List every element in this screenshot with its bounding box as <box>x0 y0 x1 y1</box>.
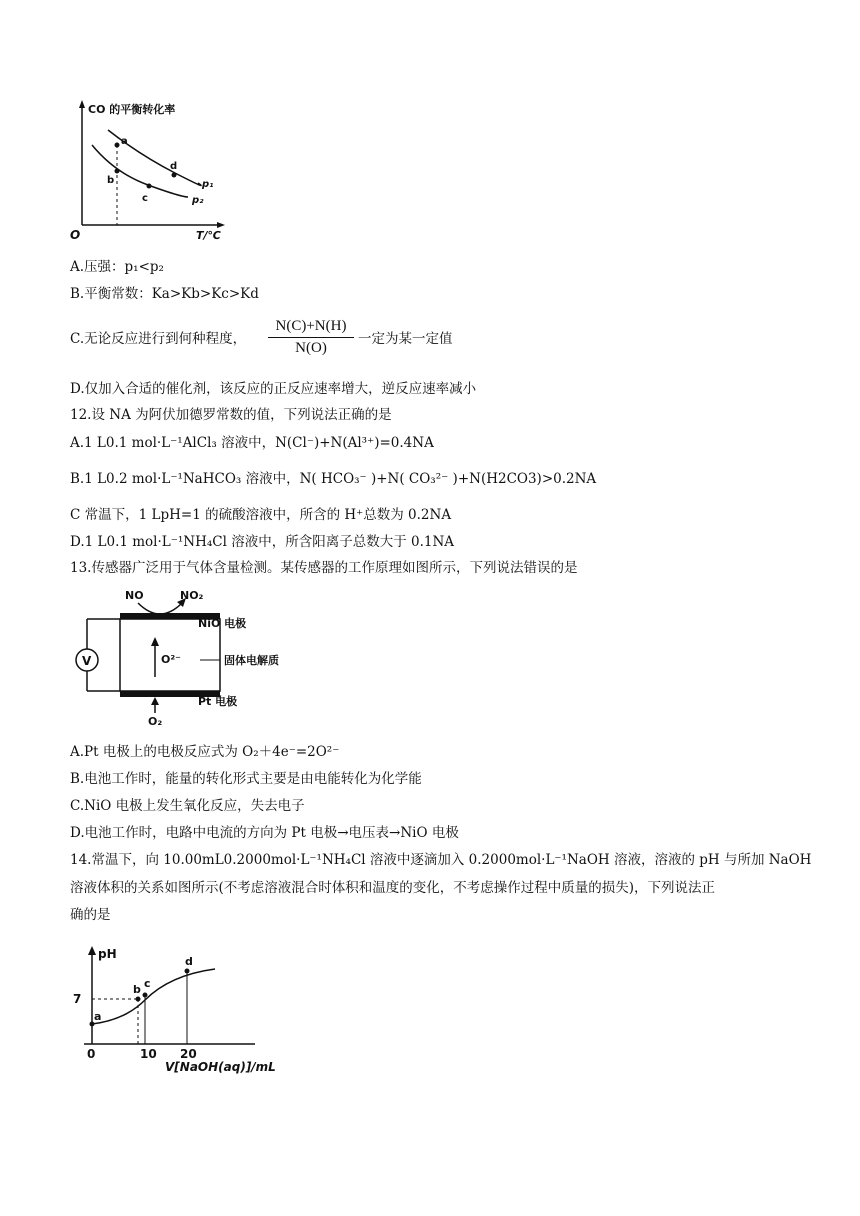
q11-option-c-suffix: 一定为某一定值 <box>358 331 453 347</box>
q11-option-c-prefix: C.无论反应进行到何种程度， <box>70 331 247 347</box>
q11-option-b: B.平衡常数：Ka>Kb>Kc>Kd <box>70 286 259 302</box>
q12-option-d: D.1 L0.1 mol·L⁻¹NH₄Cl 溶液中，所含阳离子总数大于 0.1NA <box>70 534 455 550</box>
fig3-point-d: d <box>185 955 193 968</box>
fig3-ylabel: pH <box>98 947 117 961</box>
fig3-xlabel: V[NaOH(aq)]/mL <box>165 1060 276 1074</box>
q12-option-b: B.1 L0.2 mol·L⁻¹NaHCO₃ 溶液中，N( HCO₃⁻ )+N( CO₃²⁻ )+N(H2CO3)>0.2NA <box>70 471 597 487</box>
point-a: a <box>121 136 128 147</box>
fig1-xlabel: T/℃ <box>196 229 221 242</box>
o2-label: O₂ <box>148 715 163 728</box>
ph-curve-figure <box>70 940 285 1075</box>
fig3-point-b: b <box>133 983 141 996</box>
no-label: NO <box>125 589 144 602</box>
fig1-ylabel: CO 的平衡转化率 <box>88 103 176 116</box>
ion-label: O²⁻ <box>161 653 181 666</box>
q12-option-c: C 常温下，1 LpH=1 的硫酸溶液中，所含的 H⁺总数为 0.2NA <box>70 507 452 523</box>
fraction-numerator: N(C)+N(H) <box>275 318 347 334</box>
curve-p2: p₂ <box>192 195 204 206</box>
fig3-x20: 20 <box>180 1047 197 1061</box>
fig3-y7: 7 <box>73 992 82 1006</box>
sensor-figure <box>70 585 310 730</box>
no2-label: NO₂ <box>180 589 204 602</box>
point-d: d <box>170 161 178 172</box>
co-conversion-figure <box>70 95 230 245</box>
q14-stem-line1: 14.常温下，向 10.00mL0.2000mol·L⁻¹NH₄Cl 溶液中逐滴加入 0.2000mol·L⁻¹NaOH 溶液，溶液的 pH 与所加 NaOH <box>70 852 812 868</box>
point-b: b <box>107 175 115 186</box>
fig3-x10: 10 <box>140 1047 157 1061</box>
q13-option-d: D.电池工作时，电路中电流的方向为 Pt 电极→电压表→NiO 电极 <box>70 825 459 841</box>
q13-option-c: C.NiO 电极上发生氧化反应，失去电子 <box>70 798 305 814</box>
q13-option-a: A.Pt 电极上的电极反应式为 O₂＋4e⁻=2O²⁻ <box>70 744 340 760</box>
ph-curve <box>92 969 215 1024</box>
fig3-point-a: a <box>94 1010 102 1023</box>
q11-option-a: A.压强：p₁<p₂ <box>70 259 164 275</box>
fig3-x0: 0 <box>87 1047 96 1061</box>
q14-stem-line3: 确的是 <box>70 907 111 923</box>
q11-option-d: D.仅加入合适的催化剂，该反应的正反应速率增大，逆反应速率减小 <box>70 381 477 397</box>
fraction-denominator: N(O) <box>295 340 327 356</box>
q13-stem: 13.传感器广泛用于气体含量检测。某传感器的工作原理如图所示，下列说法错误的是 <box>70 560 578 576</box>
electrolyte-label: 固体电解质 <box>224 654 279 667</box>
point-c: c <box>142 193 148 204</box>
pt-label: Pt 电极 <box>198 695 238 708</box>
q13-option-b: B.电池工作时，能量的转化形式主要是由电能转化为化学能 <box>70 771 422 787</box>
nio-label: NiO 电极 <box>198 617 247 630</box>
curve-p1: p₁ <box>202 179 214 190</box>
q14-stem-line2: 溶液体积的关系如图所示(不考虑溶液混合时体积和温度的变化，不考虑操作过程中质量的损失)，下列说法正 <box>70 880 716 896</box>
q12-option-a: A.1 L0.1 mol·L⁻¹AlCl₃ 溶液中，N(Cl⁻)+N(Al³⁺)=0.4NA <box>70 435 434 451</box>
q11-fraction <box>268 318 354 357</box>
q12-stem: 12.设 NA 为阿伏加德罗常数的值，下列说法正确的是 <box>70 407 392 423</box>
fig1-origin: O <box>70 228 81 242</box>
voltmeter-label: V <box>82 654 92 668</box>
fig3-point-c: c <box>144 977 151 990</box>
